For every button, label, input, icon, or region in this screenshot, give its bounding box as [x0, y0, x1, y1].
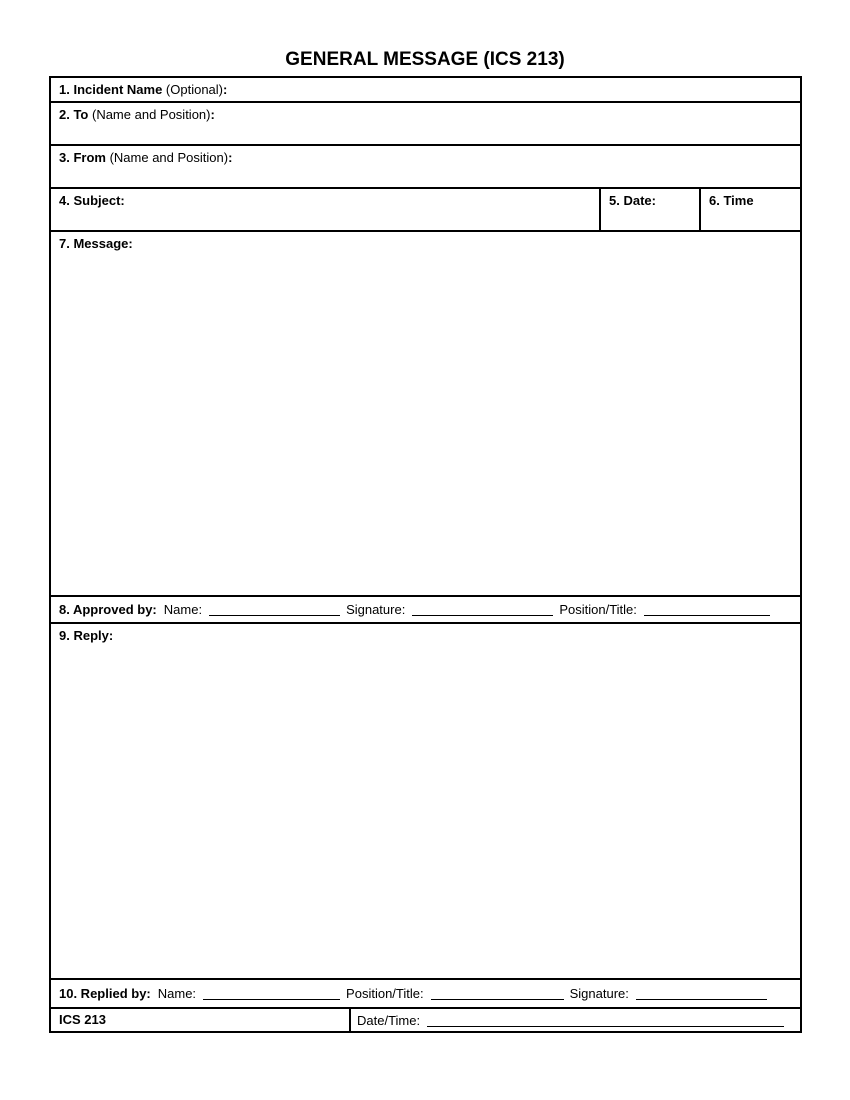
replied-position-field[interactable] — [346, 986, 564, 1001]
form-id: ICS 213 — [51, 1009, 351, 1031]
subject-date-time-row — [51, 189, 800, 232]
date-label: 5. Date: — [609, 193, 656, 208]
approved-position-label: Position/Title: — [559, 602, 637, 617]
from-colon: : — [228, 150, 233, 165]
replied-position-line[interactable] — [431, 987, 564, 1000]
replied-name-line[interactable] — [203, 987, 340, 1000]
replied-signature-line[interactable] — [636, 987, 767, 1000]
message-label: 7. Message: — [59, 236, 133, 251]
footer-row — [51, 1009, 800, 1031]
to-field[interactable] — [51, 103, 800, 146]
approved-name-field[interactable] — [164, 602, 340, 617]
to-colon: : — [210, 107, 215, 122]
approved-signature-field[interactable] — [346, 602, 553, 617]
to-label: 2. To — [59, 107, 89, 122]
approved-name-line[interactable] — [209, 603, 340, 616]
approved-name-label: Name: — [163, 602, 203, 617]
datetime-field[interactable] — [351, 1009, 800, 1031]
incident-name-colon: : — [223, 82, 228, 97]
approved-signature-label: Signature: — [346, 602, 406, 617]
replied-position-label: Position/Title: — [346, 986, 424, 1001]
approved-by-row — [51, 597, 800, 624]
time-label: 6. Time — [709, 193, 754, 208]
approved-signature-line[interactable] — [412, 603, 553, 616]
replied-signature-label: Signature: — [569, 986, 629, 1001]
replied-by-row — [51, 980, 800, 1009]
subject-field[interactable] — [51, 189, 601, 230]
reply-label: 9. Reply: — [59, 628, 114, 643]
from-field[interactable] — [51, 146, 800, 189]
date-field[interactable] — [601, 189, 701, 230]
approved-position-field[interactable] — [559, 602, 770, 617]
incident-name-note: (Optional) — [162, 82, 224, 97]
message-field[interactable] — [51, 232, 800, 597]
replied-name-field[interactable] — [158, 986, 340, 1001]
page-title: GENERAL MESSAGE (ICS 213) — [285, 49, 565, 70]
reply-field[interactable] — [51, 624, 800, 980]
incident-name-field[interactable] — [51, 78, 800, 103]
subject-label: 4. Subject: — [59, 193, 125, 208]
replied-signature-field[interactable] — [570, 986, 767, 1001]
datetime-line[interactable] — [427, 1014, 784, 1027]
replied-by-label: 10. Replied by: — [59, 986, 151, 1001]
approved-by-label: 8. Approved by: — [59, 602, 157, 617]
to-note: (Name and Position) — [88, 107, 211, 122]
replied-name-label: Name: — [157, 986, 197, 1001]
ics-213-form — [49, 76, 802, 1033]
from-note: (Name and Position) — [105, 150, 229, 165]
datetime-label: Date/Time: — [357, 1012, 421, 1028]
time-field[interactable] — [701, 189, 800, 230]
from-label: 3. From — [59, 150, 106, 165]
incident-name-label: 1. Incident Name — [59, 82, 163, 97]
approved-position-line[interactable] — [644, 603, 770, 616]
